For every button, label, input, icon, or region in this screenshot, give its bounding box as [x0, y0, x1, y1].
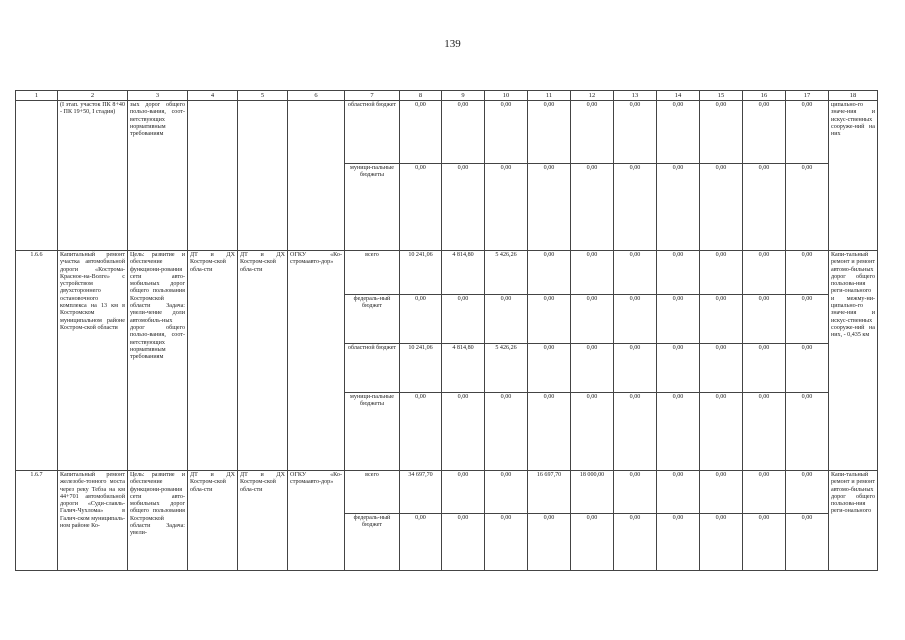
participant: [288, 101, 345, 251]
funding-value: 0,00: [700, 471, 743, 514]
funding-value: 0,00: [571, 514, 614, 571]
funding-source: всего: [345, 251, 400, 295]
funding-source: муници-пальные бюджеты: [345, 164, 400, 251]
funding-value: 0,00: [528, 344, 571, 393]
funding-source: всего: [345, 471, 400, 514]
funding-value: 0,00: [614, 251, 657, 295]
funding-value: 0,00: [743, 101, 786, 164]
funding-value: 0,00: [786, 471, 829, 514]
funding-value: 0,00: [657, 101, 700, 164]
table-row: [16, 101, 878, 164]
funding-value: 34 697,70: [400, 471, 442, 514]
funding-value: 0,00: [485, 295, 528, 344]
funding-value: 0,00: [442, 101, 485, 164]
funding-value: 0,00: [700, 344, 743, 393]
funding-value: 0,00: [743, 251, 786, 295]
funding-source: областной бюджет: [345, 344, 400, 393]
funding-source: областной бюджет: [345, 101, 400, 164]
funding-value: 0,00: [485, 471, 528, 514]
column-number-14: 14: [657, 91, 700, 101]
funding-value: 0,00: [614, 164, 657, 251]
funding-value: 0,00: [400, 295, 442, 344]
funding-value: 0,00: [571, 101, 614, 164]
funding-value: 0,00: [614, 393, 657, 471]
funding-value: 0,00: [571, 295, 614, 344]
funding-value: 0,00: [657, 471, 700, 514]
funding-value: 0,00: [786, 101, 829, 164]
funding-value: 18 000,00: [571, 471, 614, 514]
column-number-17: 17: [786, 91, 829, 101]
funding-value: 0,00: [657, 514, 700, 571]
expected-result: ципально-го значе-ния и искус-ственных сооруже-ний на них: [829, 101, 878, 251]
funding-source: федераль-ный бюджет: [345, 514, 400, 571]
funding-value: 0,00: [528, 101, 571, 164]
funding-value: 0,00: [400, 164, 442, 251]
funding-value: 0,00: [743, 393, 786, 471]
funding-value: 0,00: [400, 393, 442, 471]
funding-source: федераль-ный бюджет: [345, 295, 400, 344]
funding-value: 0,00: [743, 471, 786, 514]
column-number-11: 11: [528, 91, 571, 101]
funding-value: 0,00: [442, 164, 485, 251]
column-number-8: 8: [400, 91, 442, 101]
funding-value: 0,00: [614, 344, 657, 393]
funding-value: 0,00: [700, 101, 743, 164]
item-number: 1.6.6: [16, 251, 58, 471]
participant: ОГКУ «Ко-стромаавто-дор»: [288, 471, 345, 571]
co-executor: [238, 101, 288, 251]
table-row: [16, 251, 878, 295]
funding-value: 0,00: [614, 101, 657, 164]
funding-value: 0,00: [743, 344, 786, 393]
item-goal: Цель: развитие и обеспечение функциони-рования сети авто-мобильных дорог общего пользования Костромской области Задача: увели-чение доли автомобиль-ных дорог общего пользо-вания, соот-ветствующих нормативным требованиям: [128, 251, 188, 471]
item-name: Капитальный ремонт железобе-тонного моста через реку Тебза на км 44+701 автомобильной дороги «Суди-славль-Галич-Чухлома» в Галич-ском муниципаль-ном районе Ко-: [58, 471, 128, 571]
column-number-18: 18: [829, 91, 878, 101]
item-number: 1.6.7: [16, 471, 58, 571]
column-number-7: 7: [345, 91, 400, 101]
funding-value: 0,00: [700, 514, 743, 571]
funding-value: 0,00: [528, 251, 571, 295]
responsible-executor: ДТ и ДХ Костром-ской обла-сти: [188, 471, 238, 571]
column-number-15: 15: [700, 91, 743, 101]
funding-value: 0,00: [571, 393, 614, 471]
funding-value: 0,00: [743, 164, 786, 251]
funding-value: 0,00: [786, 251, 829, 295]
program-table: [15, 90, 878, 571]
funding-value: 0,00: [786, 514, 829, 571]
column-number-2: 2: [58, 91, 128, 101]
funding-value: 0,00: [528, 295, 571, 344]
funding-value: 0,00: [657, 295, 700, 344]
funding-value: 16 697,70: [528, 471, 571, 514]
funding-value: 4 814,80: [442, 251, 485, 295]
funding-value: 0,00: [700, 251, 743, 295]
column-number-5: 5: [238, 91, 288, 101]
column-number-row: [16, 91, 878, 101]
funding-value: 10 241,06: [400, 251, 442, 295]
funding-value: 0,00: [700, 393, 743, 471]
participant: ОГКУ «Ко-стромаавто-дор»: [288, 251, 345, 471]
expected-result: Капи-тальный ремонт и ремонт автомо-бильных дорог общего пользова-ния реги-онального и межму-ни-ципально-го значе-ния и искус-ственных сооруже-ний на них, - 0,435 км: [829, 251, 878, 471]
expected-result: Капи-тальный ремонт и ремонт автомо-бильных дорог общего пользова-ния реги-онального: [829, 471, 878, 571]
funding-value: 0,00: [400, 101, 442, 164]
funding-value: 0,00: [657, 164, 700, 251]
funding-value: 0,00: [571, 251, 614, 295]
column-number-10: 10: [485, 91, 528, 101]
item-name: (I этап. участок ПК 8+40 - ПК 19+50, I стадия): [58, 101, 128, 251]
funding-value: 0,00: [442, 295, 485, 344]
co-executor: ДТ и ДХ Костром-ской обла-сти: [238, 471, 288, 571]
funding-value: 0,00: [571, 344, 614, 393]
funding-value: 0,00: [442, 514, 485, 571]
funding-value: 0,00: [571, 164, 614, 251]
co-executor: ДТ и ДХ Костром-ской обла-сти: [238, 251, 288, 471]
page-number: 139: [444, 38, 461, 50]
funding-value: 0,00: [614, 295, 657, 344]
column-number-6: 6: [288, 91, 345, 101]
funding-value: 0,00: [743, 295, 786, 344]
funding-value: 0,00: [743, 514, 786, 571]
funding-value: 0,00: [442, 393, 485, 471]
funding-value: 0,00: [400, 514, 442, 571]
funding-value: 0,00: [485, 514, 528, 571]
funding-value: 0,00: [485, 164, 528, 251]
funding-value: 4 814,80: [442, 344, 485, 393]
funding-value: 0,00: [700, 164, 743, 251]
column-number-16: 16: [743, 91, 786, 101]
funding-value: 0,00: [657, 344, 700, 393]
item-goal: зых дорог общего пользо-вания, соот-ветствующих нормативным требованиям: [128, 101, 188, 251]
item-goal: Цель: развитие и обеспечение функциони-рования сети авто-мобильных дорог общего пользования Костромской области Задача: увели-: [128, 471, 188, 571]
funding-value: 5 426,26: [485, 344, 528, 393]
funding-value: 0,00: [786, 344, 829, 393]
responsible-executor: [188, 101, 238, 251]
column-number-12: 12: [571, 91, 614, 101]
funding-value: 0,00: [786, 295, 829, 344]
funding-value: 0,00: [700, 295, 743, 344]
funding-value: 0,00: [528, 393, 571, 471]
item-name: Капитальный ремонт участка автомобильной дороги «Кострома-Красное-на-Волге» с устройством двухстороннего остановочного комплекса на 13 км в Костромском муниципальном районе Костром-ской области: [58, 251, 128, 471]
funding-value: 0,00: [528, 514, 571, 571]
column-number-1: 1: [16, 91, 58, 101]
column-number-4: 4: [188, 91, 238, 101]
column-number-13: 13: [614, 91, 657, 101]
funding-value: 0,00: [485, 393, 528, 471]
funding-value: 0,00: [614, 514, 657, 571]
responsible-executor: ДТ и ДХ Костром-ской обла-сти: [188, 251, 238, 471]
column-number-9: 9: [442, 91, 485, 101]
funding-value: 0,00: [786, 164, 829, 251]
funding-value: 0,00: [528, 164, 571, 251]
funding-value: 0,00: [657, 251, 700, 295]
funding-value: 5 426,26: [485, 251, 528, 295]
column-number-3: 3: [128, 91, 188, 101]
funding-value: 10 241,06: [400, 344, 442, 393]
funding-value: 0,00: [614, 471, 657, 514]
funding-value: 0,00: [485, 101, 528, 164]
funding-source: муници-пальные бюджеты: [345, 393, 400, 471]
funding-value: 0,00: [442, 471, 485, 514]
table-row: [16, 471, 878, 514]
funding-value: 0,00: [657, 393, 700, 471]
funding-value: 0,00: [786, 393, 829, 471]
item-number: [16, 101, 58, 251]
